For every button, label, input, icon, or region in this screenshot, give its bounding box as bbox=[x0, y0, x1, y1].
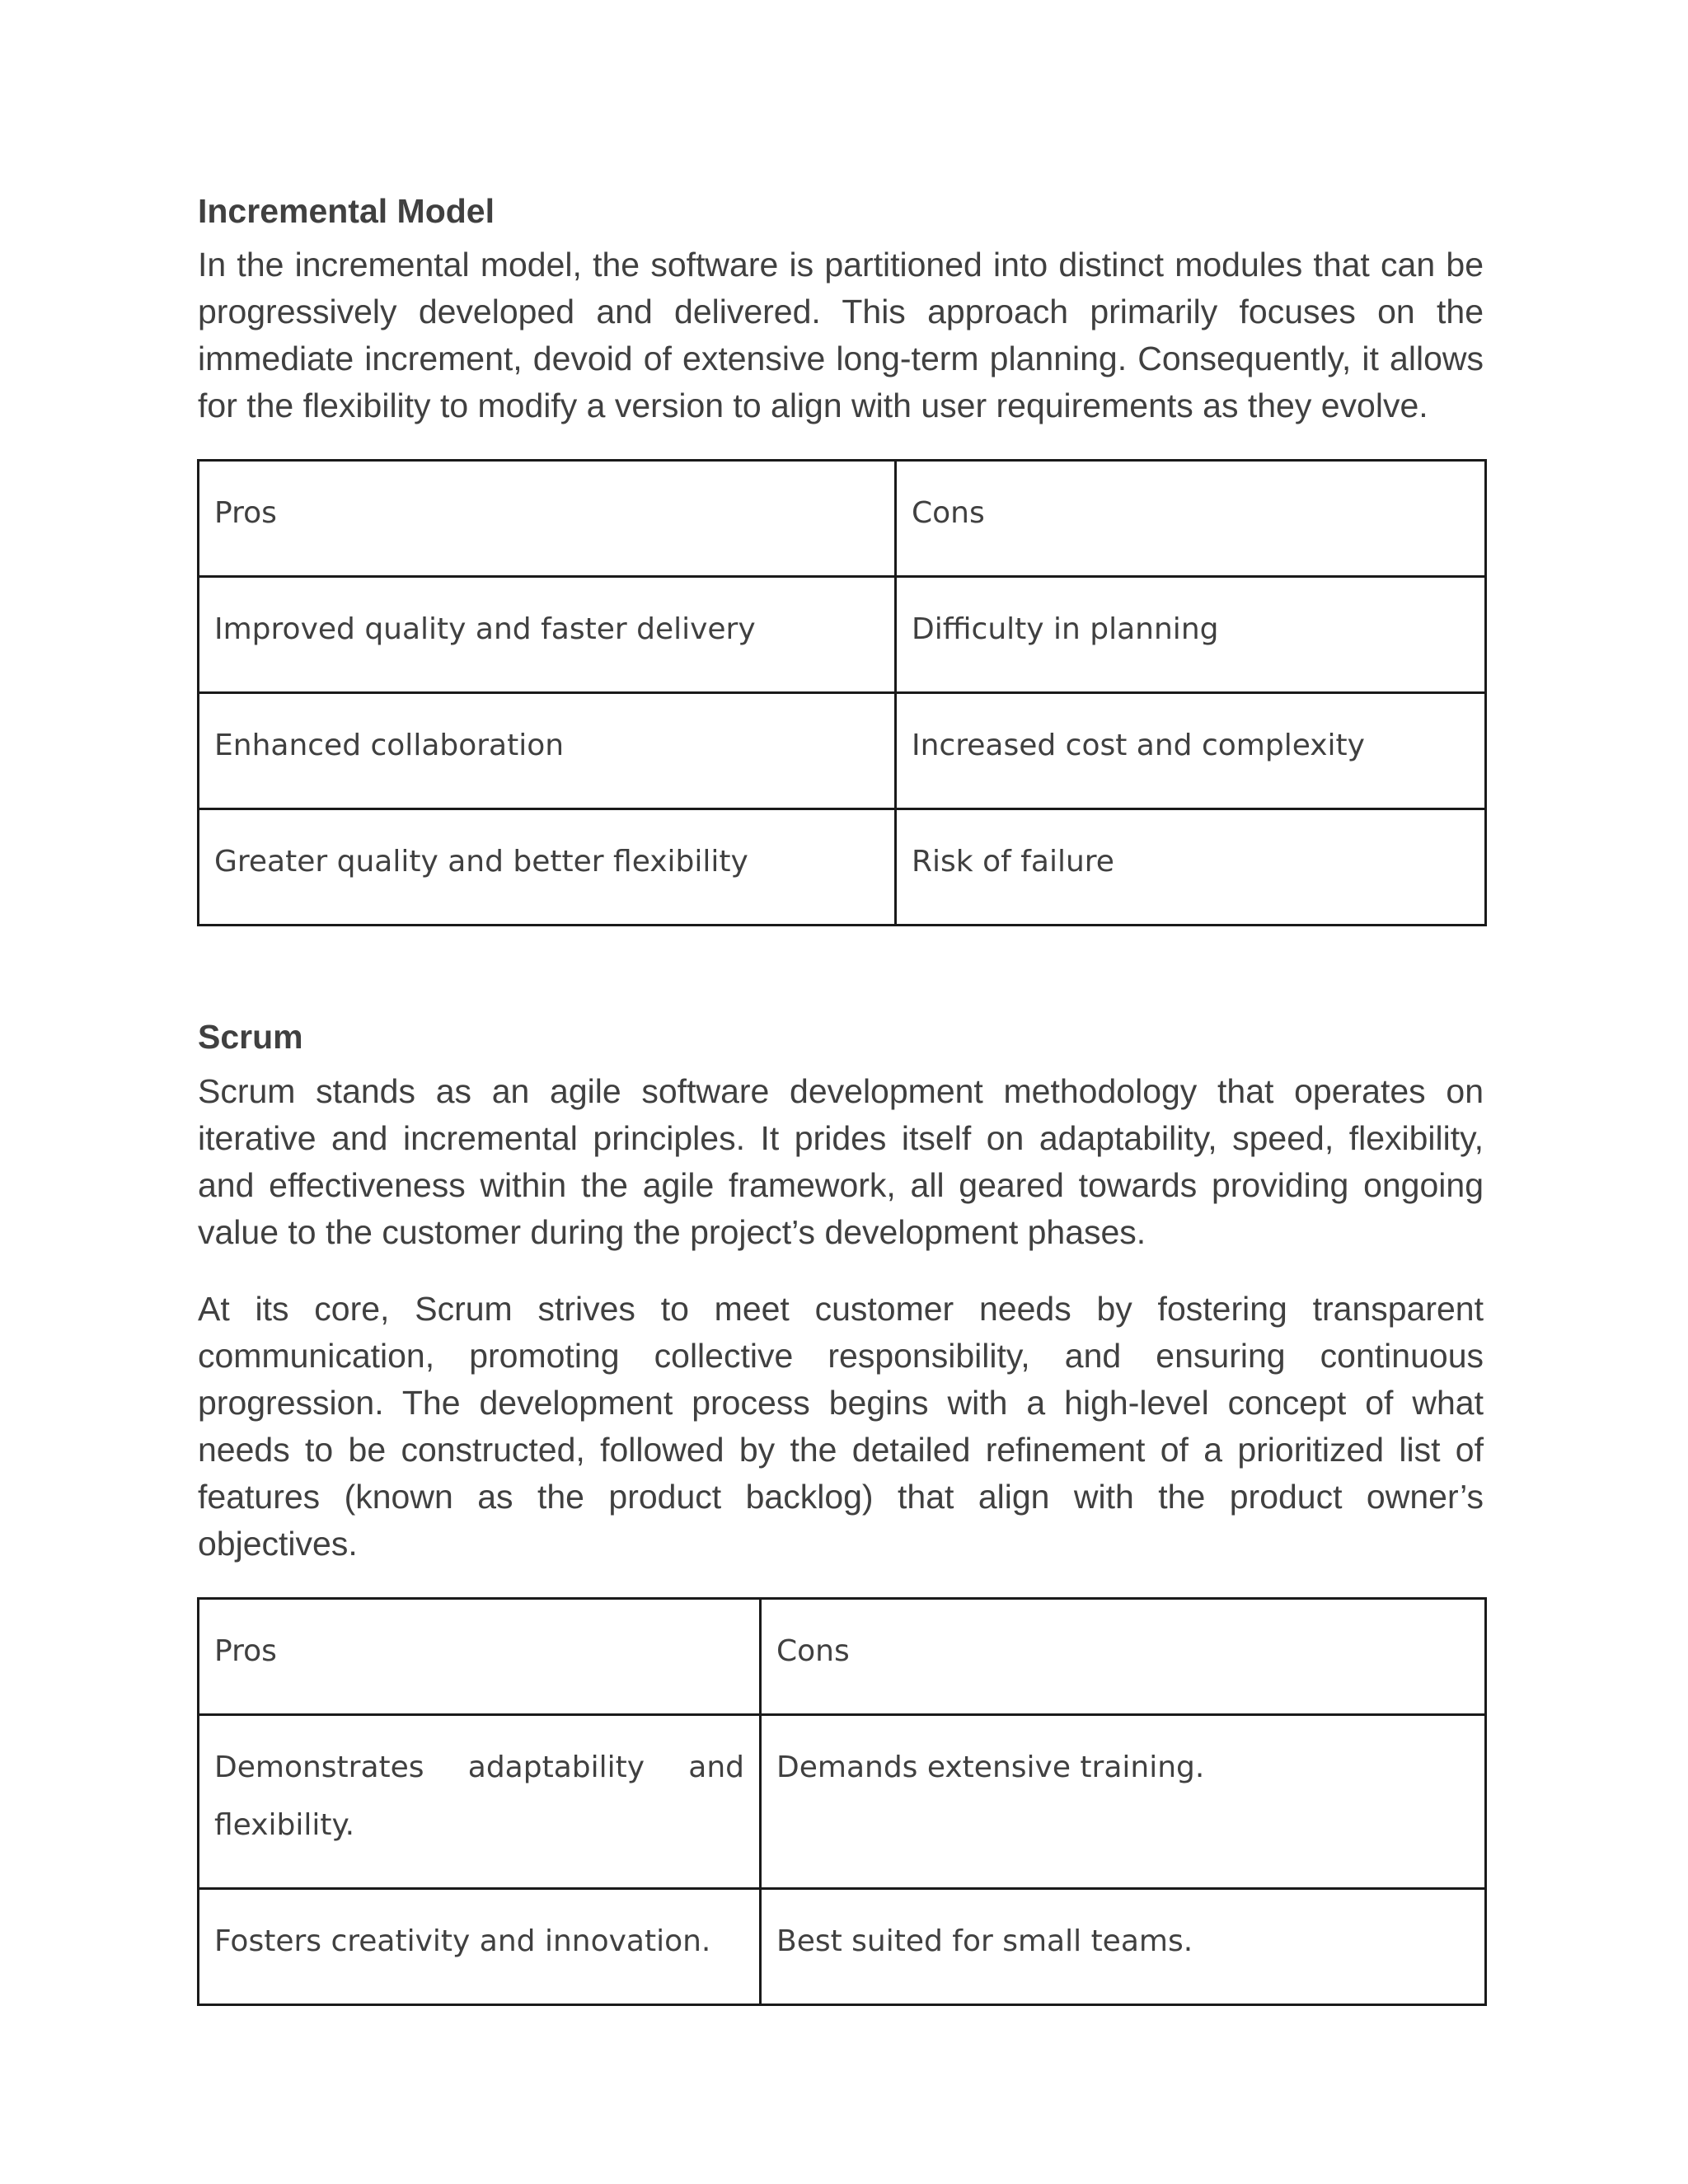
table-cell: Enhanced collaboration bbox=[199, 693, 896, 809]
table-row bbox=[199, 1714, 1486, 1888]
table-header-cell: Cons bbox=[761, 1598, 1486, 1714]
table-row bbox=[199, 577, 1486, 693]
section-scrum bbox=[198, 1015, 1484, 2005]
table-row bbox=[199, 1888, 1486, 2004]
table-cell: Risk of failure bbox=[896, 809, 1486, 926]
section-title: Incremental Model bbox=[198, 192, 495, 230]
paragraph: In the incremental model, the software is partitioned into distinct modules that can be progressively developed and delivered. This approach primarily focuses on the immediate increment, devoid of extensive long-term planning. Consequently, it allows for the flexibility to modify a version to align with user requirements as they evolve. bbox=[198, 246, 1484, 425]
table-cell: Fosters creativity and innovation. bbox=[199, 1888, 761, 2004]
table-row bbox=[199, 693, 1486, 809]
paragraph: At its core, Scrum strives to meet customer needs by fostering transparent communication, promoting collective responsibility, and ensuring continuous progression. The development process begins with a high-level concept of what needs to be constructed, followed by the detailed refinement of a prioritized list of features (known as the product backlog) that align with the product owner’s objectives. bbox=[198, 1289, 1484, 1563]
table-header-cell: Pros bbox=[199, 461, 896, 577]
pros-cons-table bbox=[197, 459, 1487, 926]
table-cell: Improved quality and faster delivery bbox=[199, 577, 896, 693]
table-cell: Difficulty in planning bbox=[896, 577, 1486, 693]
table-cell: Greater quality and better flexibility bbox=[199, 809, 896, 926]
pros-cons-table bbox=[197, 1597, 1487, 2006]
table-header-row bbox=[199, 461, 1486, 577]
document-page bbox=[198, 190, 1484, 2006]
table-cell: Best suited for small teams. bbox=[761, 1888, 1486, 2004]
paragraph: Scrum stands as an agile software development methodology that operates on iterative and incremental principles. It prides itself on adaptability, speed, flexibility, and effectiveness within the agile framework, all geared towards providing ongoing value to the customer during the project’s development phases. bbox=[198, 1071, 1484, 1251]
table-cell: Increased cost and complexity bbox=[896, 693, 1486, 809]
section-title: Scrum bbox=[198, 1018, 303, 1057]
section-incremental-model bbox=[198, 190, 1484, 926]
table-header-cell: Cons bbox=[896, 461, 1486, 577]
table-cell: Demonstrates adaptability and flexibility. bbox=[199, 1714, 761, 1888]
table-row bbox=[199, 809, 1486, 926]
table-cell: Demands extensive training. bbox=[761, 1714, 1486, 1888]
table-header-row bbox=[199, 1598, 1486, 1714]
table-header-cell: Pros bbox=[199, 1598, 761, 1714]
